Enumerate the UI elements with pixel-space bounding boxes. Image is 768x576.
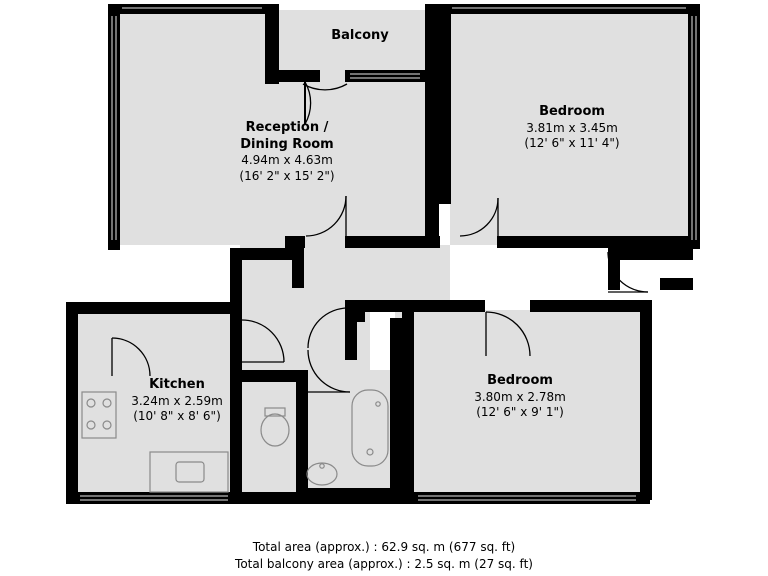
room-name: Balcony	[331, 28, 389, 43]
room-name-line2: Dining Room	[240, 136, 334, 152]
room-dimension-imperial: (16' 2" x 15' 2")	[239, 168, 335, 183]
room-fills	[72, 10, 700, 500]
room-name: Kitchen	[149, 377, 205, 392]
room-name: Bedroom	[539, 104, 605, 119]
room-name-line1: Reception /	[245, 120, 329, 135]
room-dimension-metric: 3.81m x 3.45m	[526, 120, 618, 135]
room-label-bedroom-2	[474, 373, 566, 420]
room-dimension-imperial: (10' 8" x 8' 6")	[133, 408, 221, 423]
room-dimension-imperial: (12' 6" x 9' 1")	[476, 404, 564, 419]
room-label-reception-dining-room	[239, 120, 334, 184]
total-balcony-area-text: Total balcony area (approx.) : 2.5 sq. m (27 sq. ft)	[235, 557, 533, 571]
total-area-text: Total area (approx.) : 62.9 sq. m (677 sq. ft)	[252, 540, 516, 554]
room-label-kitchen	[131, 377, 223, 424]
room-name: Bedroom	[487, 373, 553, 388]
balcony-fill	[120, 10, 275, 80]
room-dimension-metric: 4.94m x 4.63m	[241, 153, 333, 168]
room-label-bedroom-1	[524, 104, 619, 151]
room-dimension-metric: 3.24m x 2.59m	[131, 393, 223, 408]
room-label-balcony	[331, 28, 389, 45]
balcony-fill-right	[275, 10, 435, 80]
room-dimension-metric: 3.80m x 2.78m	[474, 389, 566, 404]
room-dimension-imperial: (12' 6" x 11' 4")	[524, 135, 620, 150]
